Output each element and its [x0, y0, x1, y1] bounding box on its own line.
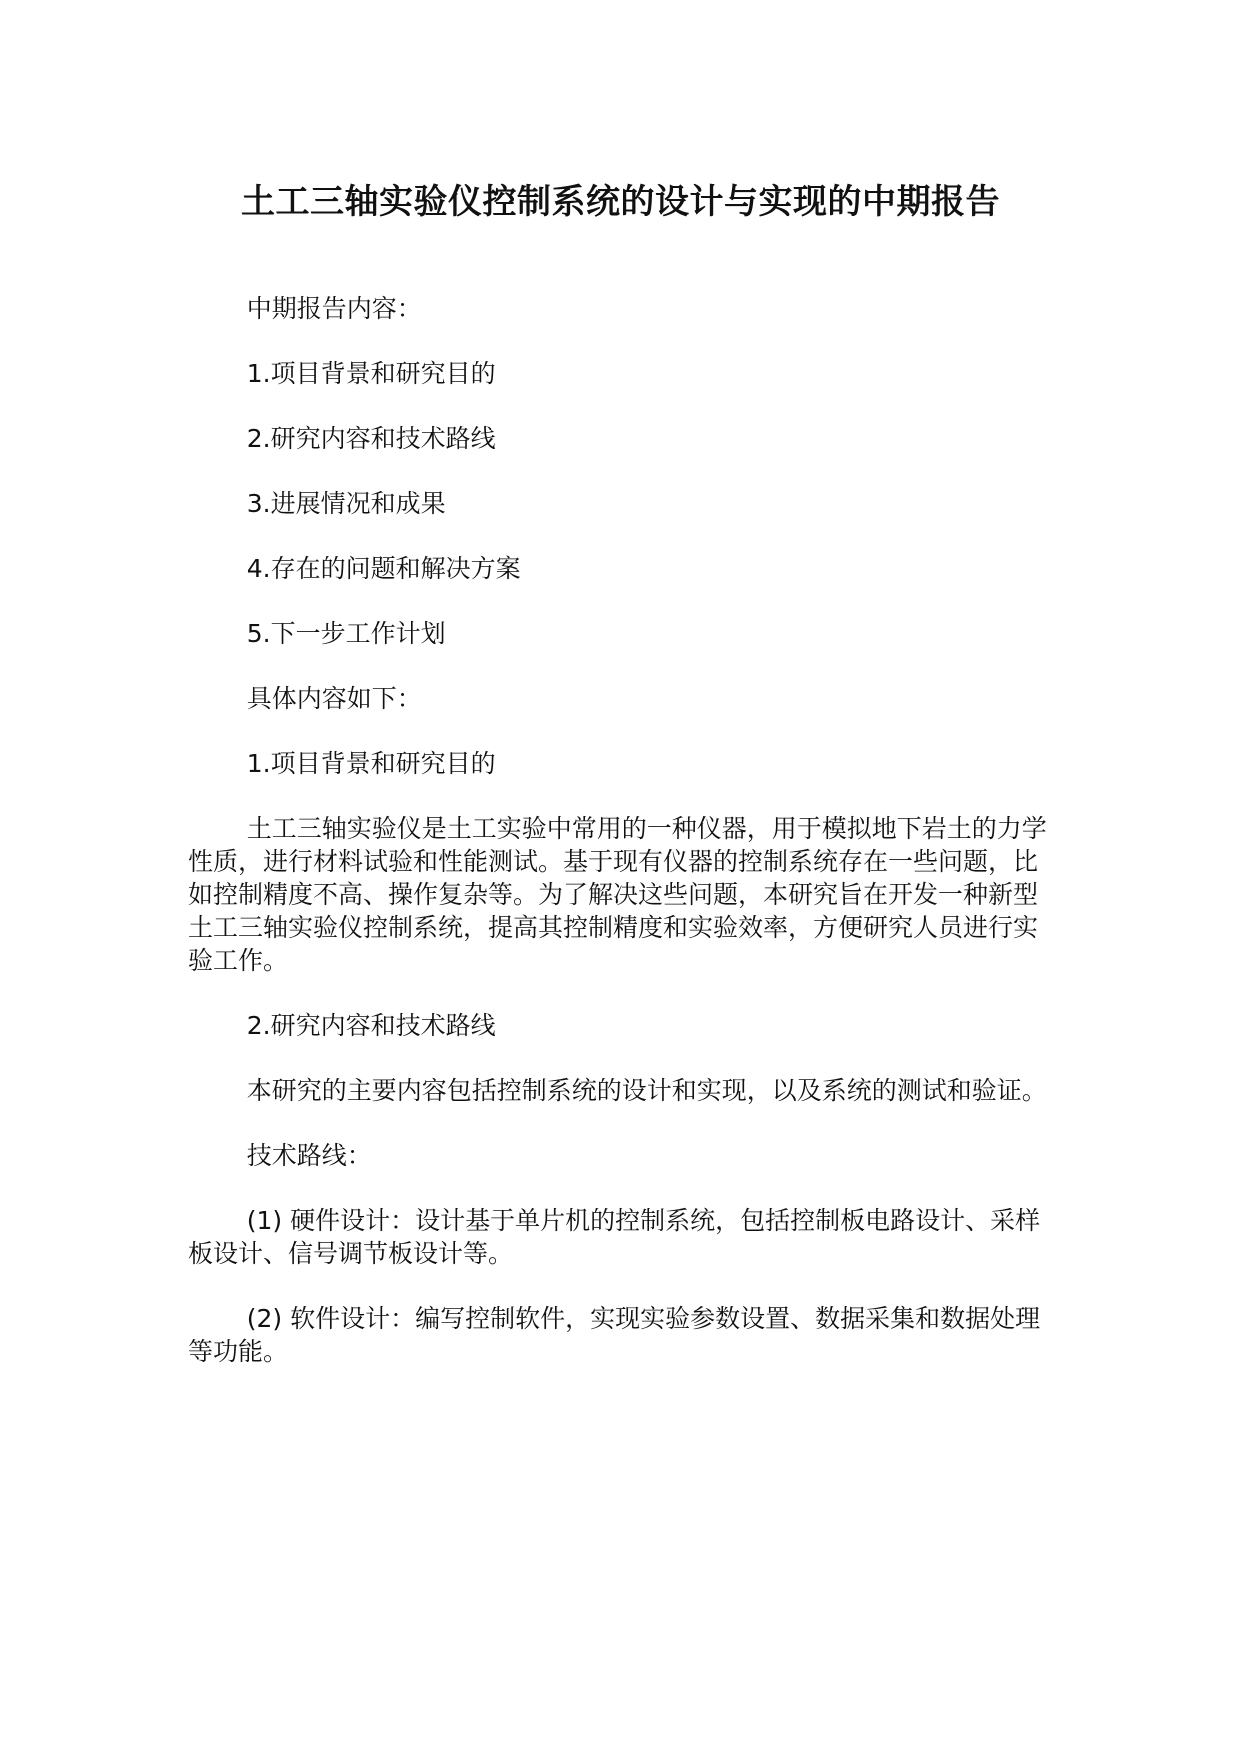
paragraph-list-item-4: 4.存在的问题和解决方案	[246, 554, 521, 583]
paragraph-list-item-2: 2.研究内容和技术路线	[246, 424, 496, 453]
paragraph-list-item-3: 3.进展情况和成果	[246, 489, 446, 518]
paragraph-background-body: 土工三轴实验仪是土工实验中常用的一种仪器，用于模拟地下岩土的力学性质，进行材料试验和性能测试。基于现有仪器的控制系统存在一些问题，比如控制精度不高、操作复杂等。为了解决这些问题，本研究旨在开发一种新型土工三轴实验仪控制系统，提高其控制精度和实验效率，方便研究人员进行实验工作。	[188, 814, 1047, 975]
section-heading-background: 1.项目背景和研究目的	[246, 749, 496, 778]
paragraph-research-content-body: 本研究的主要内容包括控制系统的设计和实现，以及系统的测试和验证。	[246, 1076, 1047, 1105]
document-title: 土工三轴实验仪控制系统的设计与实现的中期报告	[241, 182, 1000, 222]
document-body	[188, 292, 1058, 1368]
paragraph-list-item-1: 1.项目背景和研究目的	[246, 359, 496, 388]
paragraph-list-item-5: 5.下一步工作计划	[246, 619, 446, 648]
paragraph-report-contents-heading: 中期报告内容：	[246, 294, 422, 323]
paragraph-technical-route-heading: 技术路线：	[246, 1141, 372, 1170]
paragraph-software-design: (2) 软件设计：编写控制软件，实现实验参数设置、数据采集和数据处理等功能。	[188, 1304, 1041, 1366]
paragraph-details-heading: 具体内容如下：	[246, 684, 422, 713]
paragraph-hardware-design: (1) 硬件设计：设计基于单片机的控制系统，包括控制板电路设计、采样板设计、信号调节板设计等。	[188, 1206, 1041, 1268]
section-heading-research-content: 2.研究内容和技术路线	[246, 1011, 496, 1040]
